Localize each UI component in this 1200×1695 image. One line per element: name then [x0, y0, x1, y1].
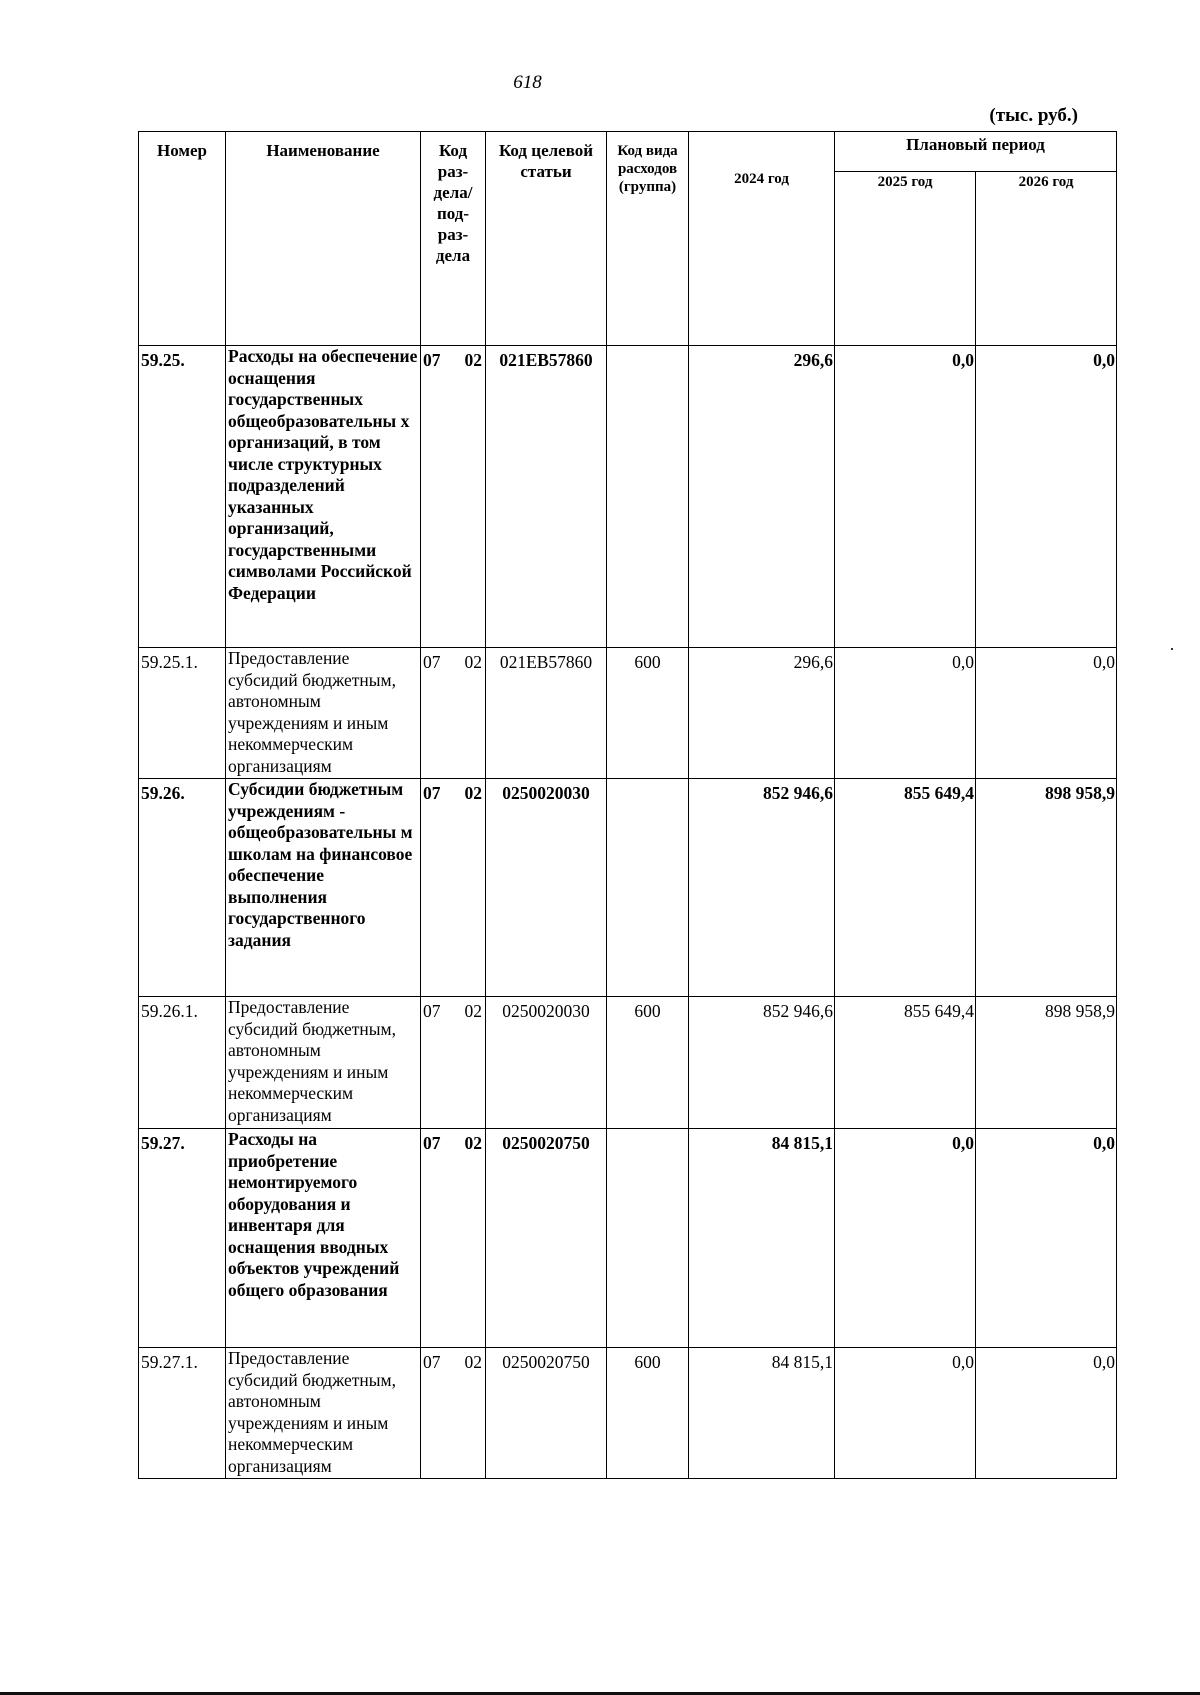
row-section: 07 — [423, 652, 441, 672]
row-target-code: 021EB57860 — [486, 346, 607, 648]
row-number: 59.26. — [139, 779, 226, 997]
row-amount-2024: 296,6 — [689, 648, 835, 779]
row-expense-type: 600 — [607, 648, 689, 779]
row-amount-2026: 0,0 — [976, 1129, 1117, 1348]
row-amount-2026: 0,0 — [976, 1348, 1117, 1479]
row-section: 07 — [423, 1001, 441, 1021]
table-row — [139, 1129, 1117, 1348]
table-row — [139, 779, 1117, 997]
row-amount-2025: 855 649,4 — [835, 997, 976, 1129]
row-name: Субсидии бюджетным учреждениям - общеобразовательны м школам на финансовое обеспечение выполнения государственного задания — [226, 779, 421, 997]
header-year-2026: 2026 год — [976, 172, 1117, 346]
row-expense-type — [607, 779, 689, 997]
row-section: 07 — [423, 783, 441, 803]
row-amount-2025: 855 649,4 — [835, 779, 976, 997]
row-target-code: 0250020030 — [486, 779, 607, 997]
row-number: 59.26.1. — [139, 997, 226, 1129]
row-amount-2024: 852 946,6 — [689, 779, 835, 997]
row-amount-2024: 84 815,1 — [689, 1129, 835, 1348]
row-target-code: 0250020750 — [486, 1129, 607, 1348]
row-target-code: 021EB57860 — [486, 648, 607, 779]
row-subsection: 02 — [464, 783, 482, 803]
header-expense-type: Код вида расходов (группа) — [607, 132, 689, 346]
header-year-2024: 2024 год — [689, 132, 835, 346]
row-expense-type: 600 — [607, 997, 689, 1129]
row-amount-2026: 898 958,9 — [976, 779, 1117, 997]
row-section: 07 — [423, 1133, 441, 1153]
row-name: Расходы на обеспечение оснащения государственных общеобразовательны х организаций, в том числе структурных подразделений указанных организаций, государственными символами Российской Федерации — [226, 346, 421, 648]
header-number: Номер — [139, 132, 226, 346]
row-target-code: 0250020750 — [486, 1348, 607, 1479]
units-label: (тыс. руб.) — [989, 105, 1078, 126]
row-expense-type: 600 — [607, 1348, 689, 1479]
row-number: 59.27.1. — [139, 1348, 226, 1479]
row-section-code — [421, 648, 486, 779]
row-amount-2026: 0,0 — [976, 346, 1117, 648]
row-amount-2025: 0,0 — [835, 346, 976, 648]
row-section-code — [421, 1129, 486, 1348]
row-name: Предоставление субсидий бюджетным, автономным учреждениям и иным некоммерческим организациям — [226, 997, 421, 1129]
row-amount-2025: 0,0 — [835, 648, 976, 779]
row-number: 59.25. — [139, 346, 226, 648]
row-section-code — [421, 1348, 486, 1479]
row-subsection: 02 — [464, 1352, 482, 1372]
header-target-code: Код целевой статьи — [486, 132, 607, 346]
row-subsection: 02 — [464, 1133, 482, 1153]
scan-speck — [1171, 648, 1173, 650]
row-number: 59.27. — [139, 1129, 226, 1348]
table-row — [139, 1348, 1117, 1479]
budget-table — [138, 131, 1117, 1479]
row-section-code — [421, 997, 486, 1129]
table-row — [139, 997, 1117, 1129]
row-amount-2026: 0,0 — [976, 648, 1117, 779]
row-amount-2024: 296,6 — [689, 346, 835, 648]
row-section: 07 — [423, 1352, 441, 1372]
row-target-code: 0250020030 — [486, 997, 607, 1129]
row-amount-2025: 0,0 — [835, 1129, 976, 1348]
header-year-2025: 2025 год — [835, 172, 976, 346]
row-number: 59.25.1. — [139, 648, 226, 779]
table-row — [139, 648, 1117, 779]
table-row — [139, 346, 1117, 648]
row-expense-type — [607, 346, 689, 648]
header-name: Наименование — [226, 132, 421, 346]
row-section-code — [421, 779, 486, 997]
row-amount-2024: 84 815,1 — [689, 1348, 835, 1479]
row-amount-2025: 0,0 — [835, 1348, 976, 1479]
page-number: 618 — [513, 72, 542, 93]
row-name: Предоставление субсидий бюджетным, автономным учреждениям и иным некоммерческим организациям — [226, 648, 421, 779]
row-name: Расходы на приобретение немонтируемого оборудования и инвентаря для оснащения вводных объектов учреждений общего образования — [226, 1129, 421, 1348]
header-plan-period: Плановый период — [835, 132, 1117, 172]
row-amount-2024: 852 946,6 — [689, 997, 835, 1129]
row-section-code — [421, 346, 486, 648]
row-amount-2026: 898 958,9 — [976, 997, 1117, 1129]
row-subsection: 02 — [464, 1001, 482, 1021]
row-expense-type — [607, 1129, 689, 1348]
header-section-code: Код раз- дела/ под- раз- дела — [421, 132, 486, 346]
row-name: Предоставление субсидий бюджетным, автономным учреждениям и иным некоммерческим организациям — [226, 1348, 421, 1479]
row-subsection: 02 — [464, 652, 482, 672]
row-subsection: 02 — [464, 350, 482, 370]
row-section: 07 — [423, 350, 441, 370]
